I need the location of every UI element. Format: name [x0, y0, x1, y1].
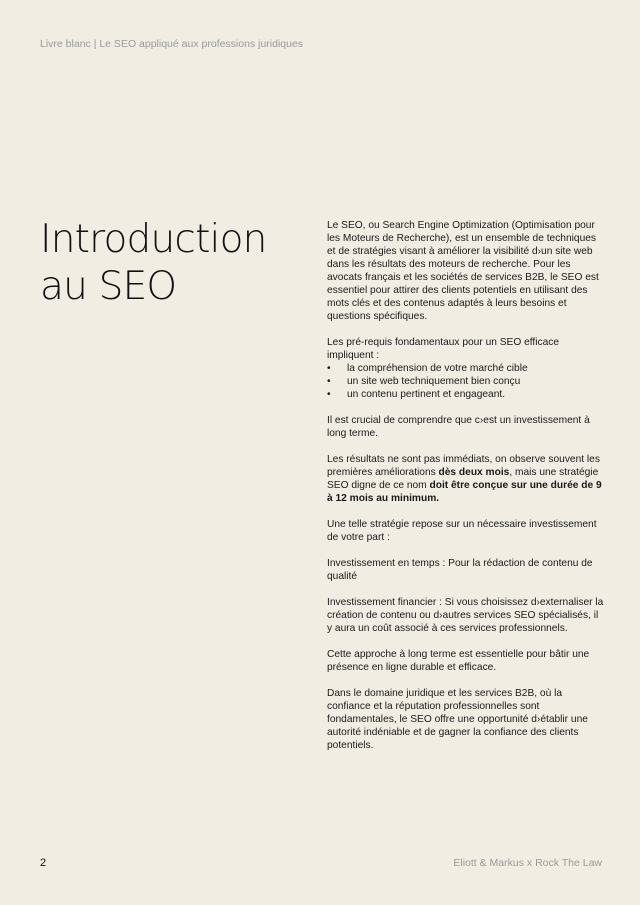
results-highlight-two-months: dès deux mois [438, 467, 510, 478]
document-header: Livre blanc | Le SEO appliqué aux professions juridiques [40, 38, 304, 50]
footer-brand: Eliott & Markus x Rock The Law [453, 857, 602, 869]
list-item: • un contenu pertinent et engageant. [327, 388, 605, 401]
paragraph-results-timeline [327, 453, 605, 505]
paragraph-legal-domain: Dans le domaine juridique et les services B2B, où la confiance et la réputation professionnelles sont fondamentales, le SEO offre une opportunité d›établir une autorité indéniable et de gagner la confiance des clients potentiels. [327, 688, 588, 751]
page-number: 2 [40, 857, 47, 869]
list-item: • un site web techniquement bien conçu [327, 375, 605, 388]
paragraph-prerequisites-intro: Les pré-requis fondamentaux pour un SEO efficace impliquent : [327, 337, 559, 361]
list-item: • la compréhension de votre marché cible [327, 362, 605, 375]
page-title [40, 216, 267, 310]
paragraph-financial-investment: Investissement financier : Si vous choisissez d›externaliser la création de contenu ou d›autres services SEO spécialisés, il y aura un coût associé à ces services professionnels. [327, 597, 604, 634]
results-text-1: Les résultats ne sont pas immédiats, on observe souvent les premières améliorations [327, 454, 600, 478]
paragraph-investment-intro: Une telle stratégie repose sur un nécessaire investissement de votre part : [327, 519, 597, 543]
paragraph-time-investment: Investissement en temps : Pour la rédaction de contenu de qualité [327, 558, 593, 582]
body-text [327, 219, 605, 765]
page-title-line-1: Introduction [40, 217, 267, 262]
paragraph-seo-definition: Le SEO, ou Search Engine Optimization (Optimisation pour les Moteurs de Recherche), est un ensemble de techniques et de stratégies visant à améliorer la visibilité d›un site web dans les résultats des moteurs de recherche. Pour les avocats français et les sociétés de services B2B, le SEO est essentiel pour attirer des clients potentiels en utilisant des mots clés et des contenus adaptés à leurs besoins et questions spécifiques. [327, 220, 599, 322]
paragraph-long-term-approach: Cette approche à long terme est essentielle pour bâtir une présence en ligne durable et efficace. [327, 649, 590, 673]
results-text-2: , mais une stratégie SEO digne de ce nom [327, 467, 599, 491]
results-highlight-duration: doit être conçue sur une durée de 9 à 12 mois au minimum. [327, 480, 602, 504]
paragraph-long-term: Il est crucial de comprendre que c›est un investissement à long terme. [327, 415, 590, 439]
prerequisites-list [327, 362, 605, 401]
page-title-line-2: au SEO [40, 264, 177, 309]
